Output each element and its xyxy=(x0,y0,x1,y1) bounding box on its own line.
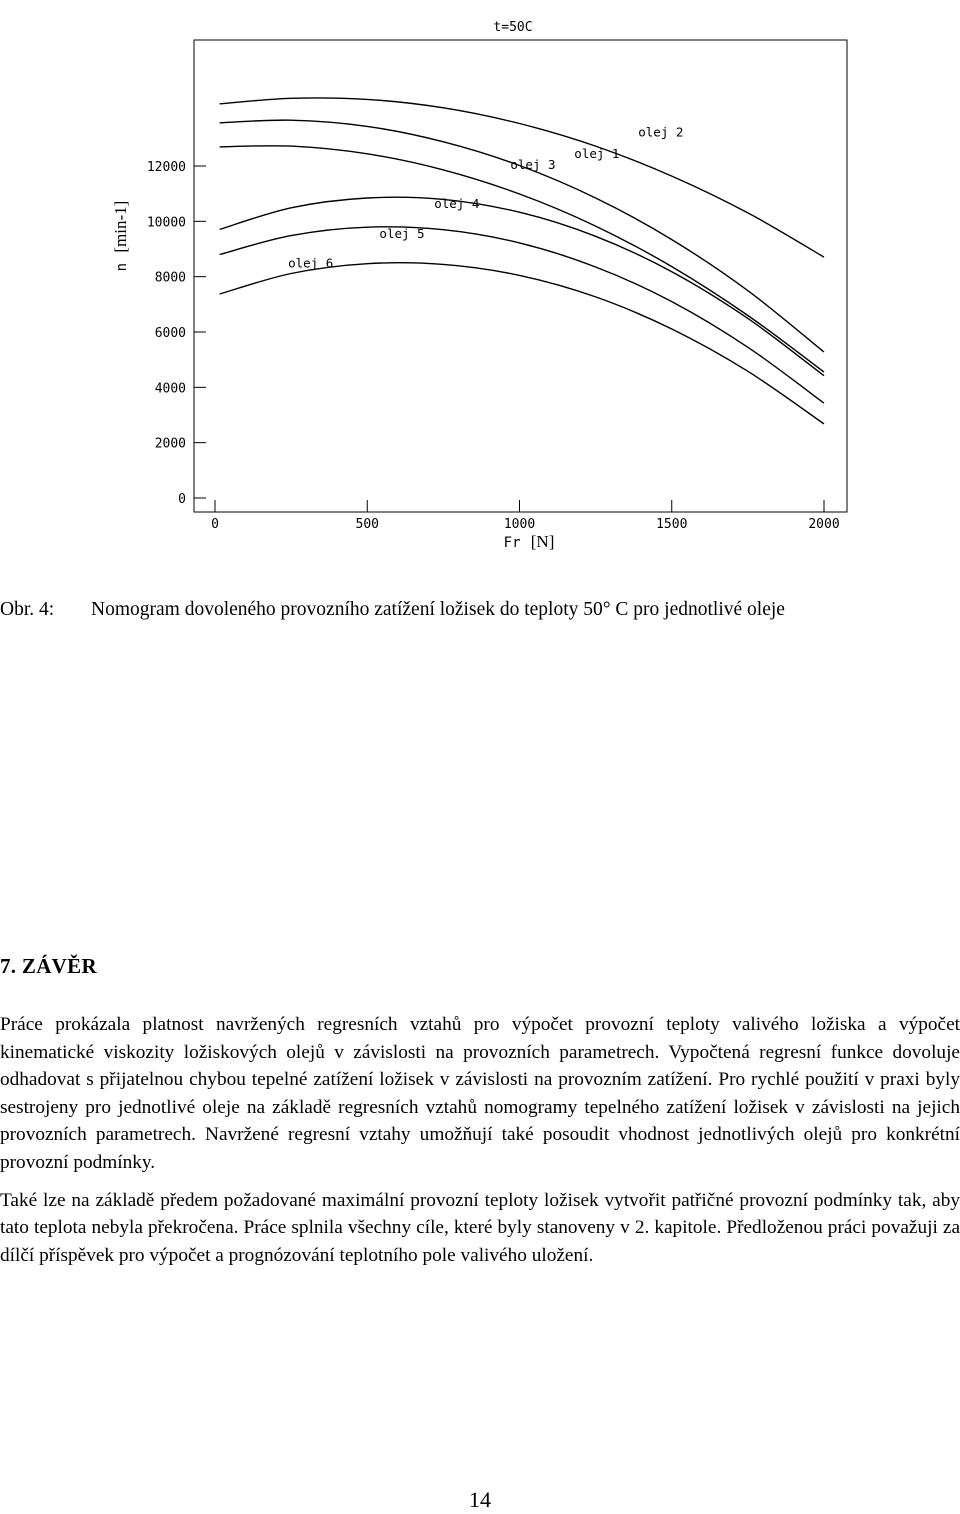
series-label-2: olej 2 xyxy=(638,124,684,140)
y-tick-label: 10000 xyxy=(146,215,186,231)
chart-title: t=50C xyxy=(493,20,533,35)
caption-text: Nomogram dovoleného provozního zatížení ložisek do teploty 50° C pro jednotlivé oleje xyxy=(91,599,785,620)
y-axis-unit: [min-1] xyxy=(111,200,130,253)
x-tick-label: 500 xyxy=(355,517,379,532)
series-label-5: olej 5 xyxy=(379,226,425,242)
x-axis-unit: [N] xyxy=(530,532,555,551)
x-tick-label: 1000 xyxy=(503,517,536,532)
series-label-3: olej 3 xyxy=(510,156,556,172)
paragraph-2: Také lze na základě předem požadované maximální provozní teploty ložisek vytvořit patřičné provozní podmínky tak, aby tato teplota nebyla překročena. Práce splnila všechny cíle, které byly stanoveny v 2. kapitole. Předloženou práci považuji za dílčí příspěvek pro výpočet a prognózování teplotního pole valivého uložení. xyxy=(0,1189,960,1266)
y-tick-label: 0 xyxy=(178,492,186,507)
body-text xyxy=(0,1011,960,1279)
series-label-6: olej 6 xyxy=(288,255,334,271)
x-axis-name: Fr xyxy=(503,535,521,551)
series-label-4: olej 4 xyxy=(434,195,480,211)
y-tick-label: 8000 xyxy=(154,270,186,286)
y-tick-label: 6000 xyxy=(154,326,186,341)
x-tick-label: 2000 xyxy=(808,517,840,532)
figure-caption xyxy=(0,597,960,623)
nomogram-figure xyxy=(104,0,946,568)
y-tick-label: 2000 xyxy=(154,436,186,452)
y-tick-label: 12000 xyxy=(146,160,186,175)
caption-label: Obr. 4: xyxy=(0,599,55,620)
y-tick-label: 4000 xyxy=(154,381,186,397)
chart-background xyxy=(104,0,946,568)
series-label-1: olej 1 xyxy=(574,145,620,161)
nomogram-chart xyxy=(104,0,946,568)
svg-text:n [min-1] xyxy=(111,201,130,272)
paragraph-1: Práce prokázala platnost navržených regresních vztahů pro výpočet provozní teploty valivého ložiska a výpočet kinematické viskozity ložiskových olejů v závislosti na provozních parametrech. Vypočtená regresní funkce dovoluje odhadovat s přijatelnou chybou tepelné zatížení ložisek v závislosti na provozním zatížení. Pro rychlé použití v praxi byly sestrojeny pro jednotlivé oleje na základě regresních vztahů nomogramy tepelného zatížení ložisek v závislosti na jejich provozních parametrech. Navržené regresní vztahy umožňují také posoudit vhodnost jednotlivých olejů pro konkrétní provozní podmínky. xyxy=(0,1014,960,1173)
y-axis-name: n xyxy=(114,262,130,272)
section-heading: 7. ZÁVĚR xyxy=(0,954,97,978)
x-tick-label: 0 xyxy=(211,517,219,532)
page-number: 14 xyxy=(469,1487,491,1512)
x-tick-label: 1500 xyxy=(656,517,688,532)
y-axis-label xyxy=(111,201,130,272)
